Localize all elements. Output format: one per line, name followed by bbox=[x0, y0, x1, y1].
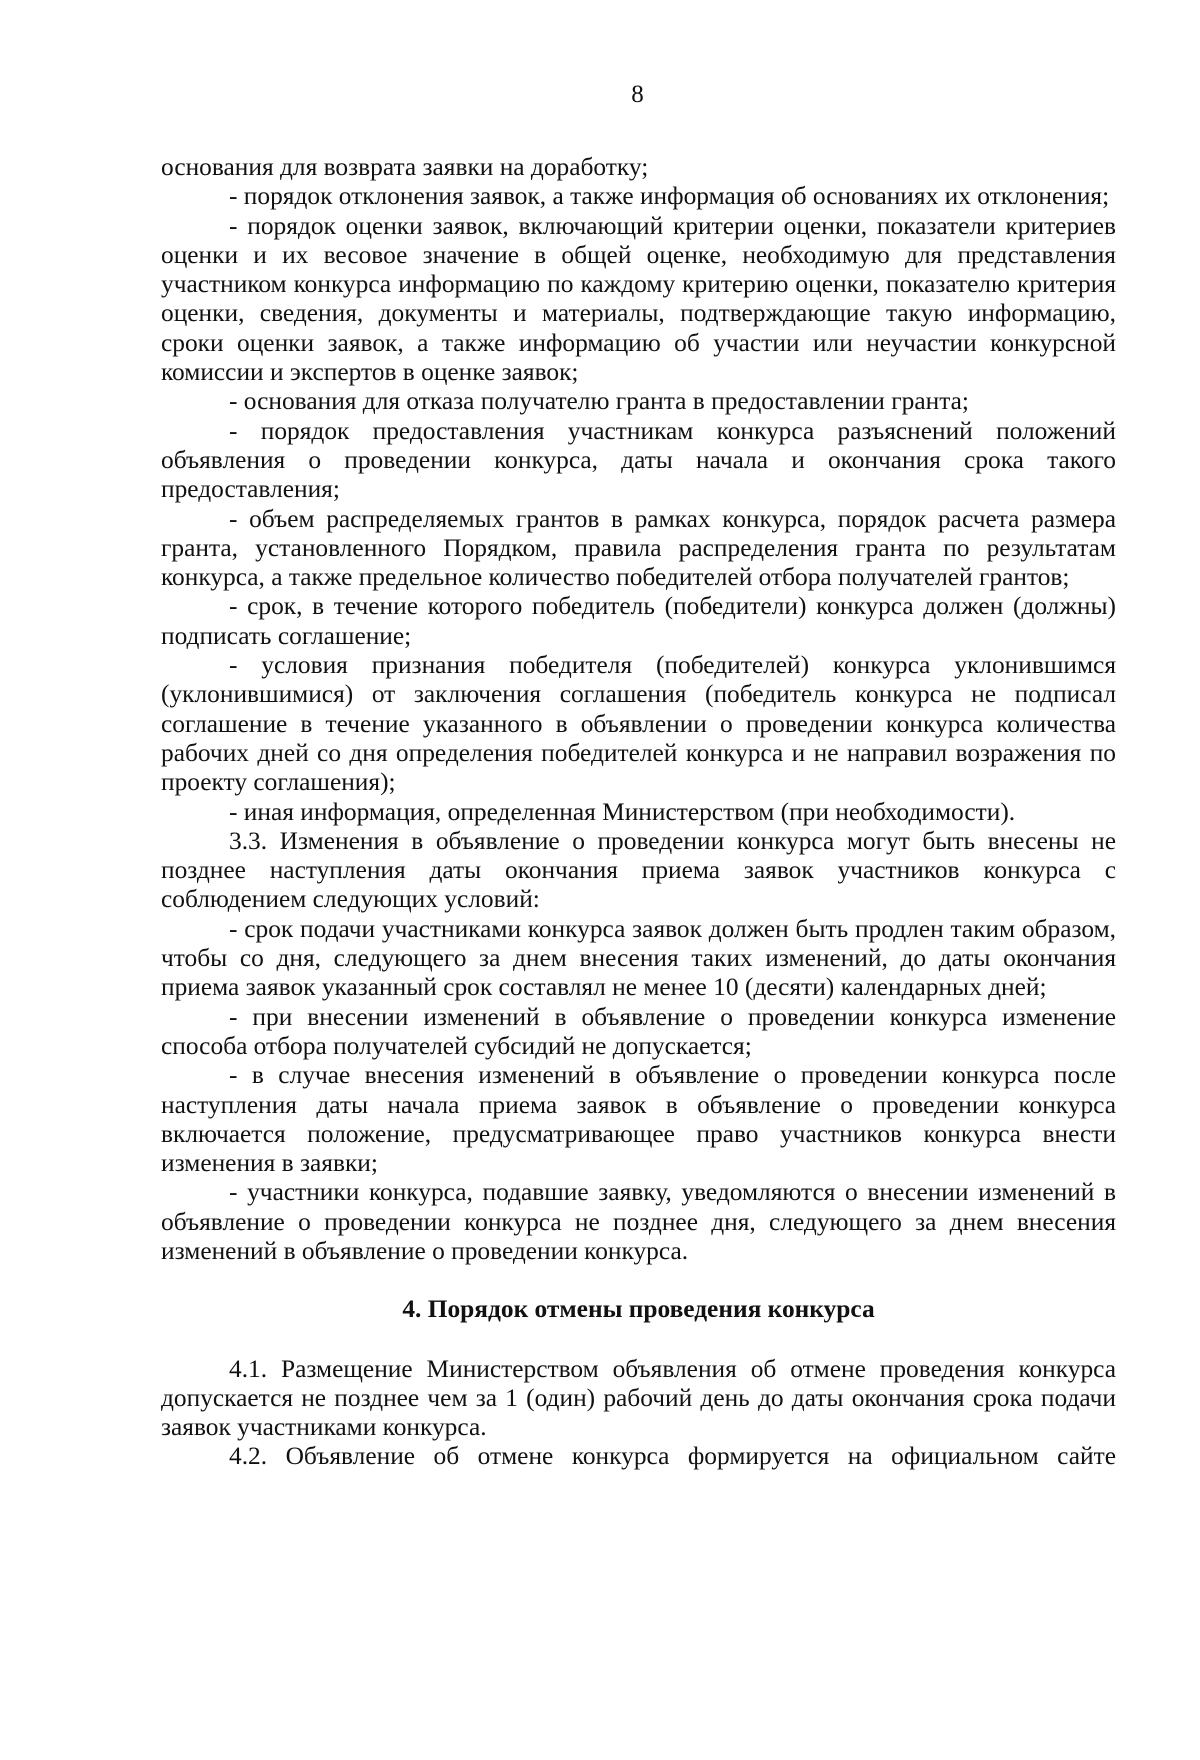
paragraph-grant-volume: - объем распределяемых грантов в рамках конкурса, порядок расчета размера гранта, установленного Порядком, правила распределения гранта по результатам конкурса, а также предельное количество победителей отбора получателей грантов; bbox=[161, 504, 1116, 592]
paragraph-method-change: - при внесении изменений в объявление о проведении конкурса изменение способа отбора получателей субсидий не допускается; bbox=[161, 1002, 1116, 1060]
page-number: 8 bbox=[631, 81, 644, 108]
paragraph-clause-3-3: 3.3. Изменения в объявление о проведении конкурса могут быть внесены не позднее наступления даты окончания приема заявок участников конкурса с соблюдением следующих условий: bbox=[161, 826, 1116, 914]
paragraph-evasion-conditions: - условия признания победителя (победителей) конкурса уклонившимся (уклонившимися) от заключения соглашения (победитель конкурса не подписал соглашение в течение указанного в объявлении о проведении конкурса количества рабочих дней со дня определения победителей конкурса и не направил возражения по проекту соглашения); bbox=[161, 651, 1116, 797]
paragraph-clarifications: - порядок предоставления участникам конкурса разъяснений положений объявления о проведении конкурса, даты начала и окончания срока такого предоставления; bbox=[161, 416, 1116, 504]
paragraph-participant-notification: - участники конкурса, подавшие заявку, уведомляются о внесении изменений в объявление о проведении конкурса не позднее дня, следующего за днем внесения изменений в объявление о проведении конкурса. bbox=[161, 1178, 1116, 1265]
paragraph-application-changes: - в случае внесения изменений в объявление о проведении конкурса после наступления даты начала приема заявок в объявление о проведении конкурса включается положение, предусматривающее право участников конкурса внести изменения в заявки; bbox=[161, 1061, 1116, 1178]
document-body bbox=[161, 153, 1116, 1472]
paragraph-refusal-grounds: - основания для отказа получателю гранта в предоставлении гранта; bbox=[229, 387, 969, 416]
paragraph-other-info: - иная информация, определенная Министерством (при необходимости). bbox=[229, 797, 1016, 826]
section-heading: 4. Порядок отмены проведения конкурса bbox=[402, 1295, 875, 1324]
paragraph-clause-4-2: 4.2. Объявление об отмене конкурса формируется на официальном сайте bbox=[229, 1442, 1116, 1471]
paragraph-continuation: основания для возврата заявки на доработку; bbox=[161, 153, 649, 181]
paragraph-signing-term: - срок, в течение которого победитель (победители) конкурса должен (должны) подписать соглашение; bbox=[161, 592, 1116, 650]
paragraph-clause-4-1: 4.1. Размещение Министерством объявления об отмене проведения конкурса допускается не позднее чем за 1 (один) рабочий день до даты окончания срока подачи заявок участниками конкурса. bbox=[161, 1354, 1116, 1442]
paragraph-submission-extension: - срок подачи участниками конкурса заявок должен быть продлен таким образом, чтобы со дня, следующего за днем внесения таких изменений, до даты окончания приема заявок указанный срок составлял не менее 10 (десяти) календарных дней; bbox=[161, 914, 1116, 1002]
paragraph-rejection-procedure: - порядок отклонения заявок, а также информация об основаниях их отклонения; bbox=[229, 182, 1110, 211]
paragraph-evaluation-procedure: - порядок оценки заявок, включающий критерии оценки, показатели критериев оценки и их весовое значение в общей оценке, необходимую для представления участником конкурса информацию по каждому критерию оценки, показателю критерия оценки, сведения, документы и материалы, подтверждающие такую информацию, сроки оценки заявок, а также информацию об участии или неучастии конкурсной комиссии и экспертов в оценке заявок; bbox=[161, 211, 1116, 387]
